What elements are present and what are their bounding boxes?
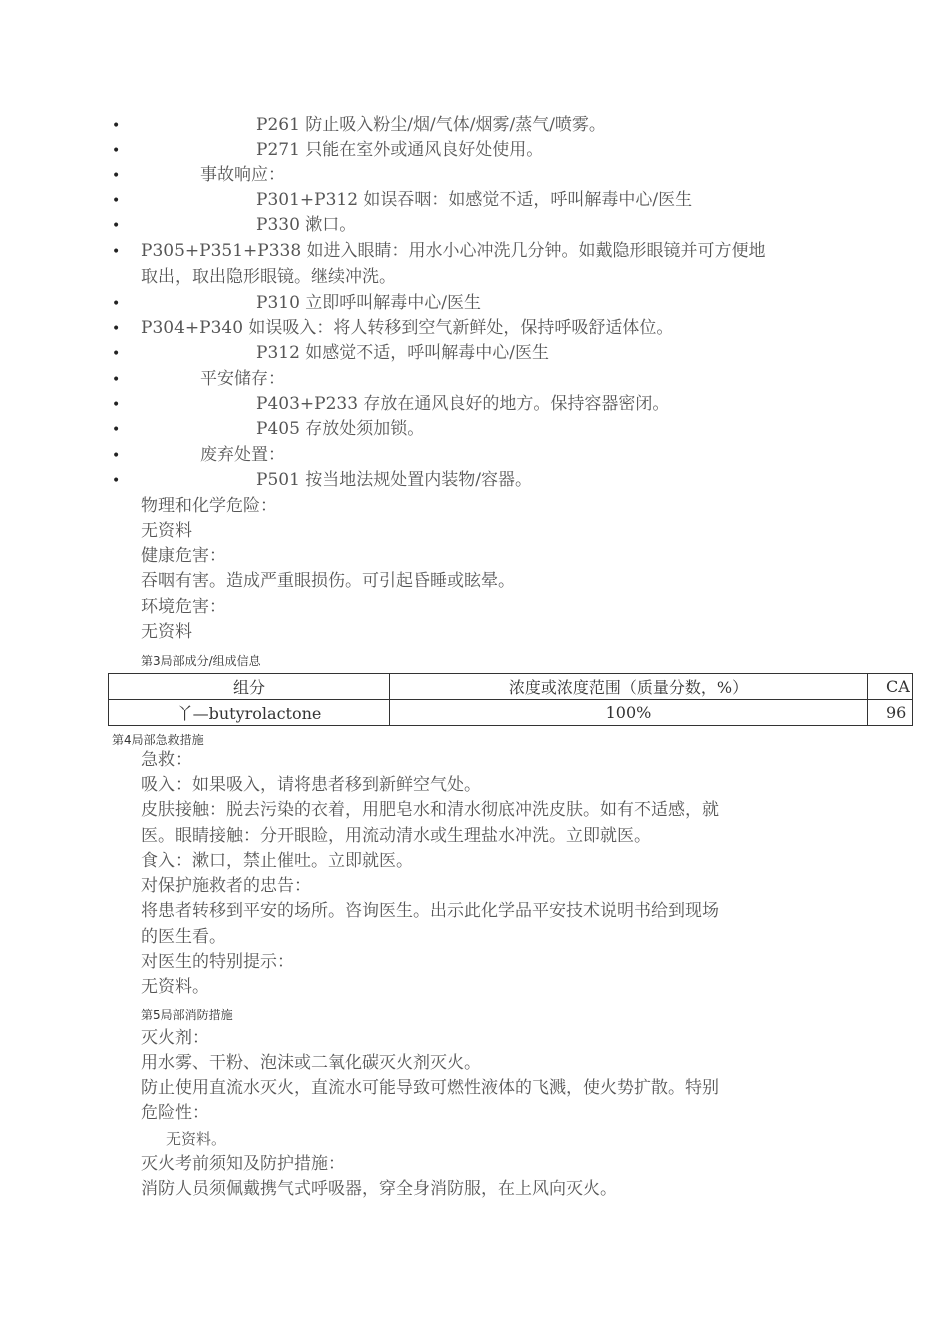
list-item: P330 漱口。	[256, 215, 357, 235]
list-item: P312 如感觉不适，呼叫解毒中心/医生	[256, 343, 550, 363]
paragraph-line: 防止使用直流水灭火，直流水可能导致可燃性液体的飞溅，使火势扩散。特别	[141, 1078, 719, 1098]
hazard-label: 环境危害：	[141, 597, 226, 617]
paragraph-line: 无资料。	[166, 1130, 227, 1148]
table-header-cell: CA	[868, 674, 913, 700]
paragraph-line: 吸入：如果吸入，请将患者移到新鲜空气处。	[141, 775, 481, 795]
list-item: P304+P340 如误吸入：将人转移到空气新鲜处，保持呼吸舒适体位。	[141, 318, 674, 338]
list-item: P271 只能在室外或通风良好处使用。	[256, 140, 544, 160]
list-subheading: 废弃处置：	[200, 445, 285, 465]
list-item: P310 立即呼叫解毒中心/医生	[256, 293, 482, 313]
section4-heading: 第4局部急救措施	[112, 733, 204, 747]
bullet: •	[112, 168, 121, 184]
bullet: •	[112, 372, 121, 388]
bullet: •	[112, 473, 121, 489]
paragraph-line: 的医生看。	[141, 927, 226, 947]
paragraph-line: 将患者转移到平安的场所。咨询医生。出示此化学品平安技术说明书给到现场	[141, 901, 719, 921]
table-cell: 100%	[390, 700, 868, 726]
list-item: P501 按当地法规处置内装物/容器。	[256, 470, 533, 490]
paragraph-line: 无资料。	[141, 977, 209, 997]
bullet: •	[112, 296, 121, 312]
bullet: •	[112, 218, 121, 234]
bullet: •	[112, 143, 121, 159]
bullet: •	[112, 244, 121, 260]
paragraph-line: 危险性：	[141, 1103, 209, 1123]
hazard-value: 无资料	[141, 521, 192, 541]
paragraph-line: 消防人员须佩戴携气式呼吸器，穿全身消防服，在上风向灭火。	[141, 1179, 617, 1199]
bullet: •	[112, 346, 121, 362]
hazard-label: 物理和化学危险：	[141, 496, 277, 516]
table-cell: 96	[868, 700, 913, 726]
section3-heading: 第3局部成分/组成信息	[141, 654, 261, 668]
table-header-cell: 浓度或浓度范围（质量分数，%）	[390, 674, 868, 700]
list-item: P261 防止吸入粉尘/烟/气体/烟雾/蒸气/喷雾。	[256, 115, 606, 135]
table-row	[109, 700, 913, 726]
list-subheading: 平安储存：	[200, 369, 285, 389]
paragraph-line: 皮肤接触：脱去污染的衣着，用肥皂水和清水彻底冲洗皮肤。如有不适感，就	[141, 800, 719, 820]
bullet: •	[112, 422, 121, 438]
paragraph-line: 医。眼睛接触：分开眼睑，用流动清水或生理盐水冲洗。立即就医。	[141, 826, 651, 846]
bullet: •	[112, 448, 121, 464]
table-header-row	[109, 674, 913, 700]
hazard-label: 健康危害：	[141, 546, 226, 566]
list-item: P405 存放处须加锁。	[256, 419, 425, 439]
hazard-value: 无资料	[141, 622, 192, 642]
paragraph-line: 灭火考前须知及防护措施：	[141, 1154, 345, 1174]
paragraph-line: 对保护施救者的忠告：	[141, 876, 311, 896]
bullet: •	[112, 397, 121, 413]
paragraph-line: 灭火剂：	[141, 1028, 209, 1048]
hazard-value: 吞咽有害。造成严重眼损伤。可引起昏睡或眩晕。	[141, 571, 515, 591]
bullet: •	[112, 321, 121, 337]
list-subheading: 事故响应：	[200, 165, 285, 185]
paragraph-line: 急救：	[141, 750, 192, 770]
bullet: •	[112, 118, 121, 134]
list-item-continuation: 取出，取出隐形眼镜。继续冲洗。	[141, 267, 396, 287]
section5-heading: 第5局部消防措施	[141, 1008, 233, 1022]
bullet: •	[112, 193, 121, 209]
paragraph-line: 食入：漱口，禁止催吐。立即就医。	[141, 851, 413, 871]
list-item: P403+P233 存放在通风良好的地方。保持容器密闭。	[256, 394, 670, 414]
table-cell: 丫—butyrolactone	[109, 700, 390, 726]
paragraph-line: 用水雾、干粉、泡沫或二氧化碳灭火剂灭火。	[141, 1053, 481, 1073]
list-item: P301+P312 如误吞咽：如感觉不适，呼叫解毒中心/医生	[256, 190, 693, 210]
table-header-cell: 组分	[109, 674, 390, 700]
paragraph-line: 对医生的特别提示：	[141, 952, 294, 972]
list-item: P305+P351+P338 如进入眼睛：用水小心冲洗几分钟。如戴隐形眼镜并可方便地	[141, 241, 766, 261]
composition-table	[108, 673, 913, 726]
